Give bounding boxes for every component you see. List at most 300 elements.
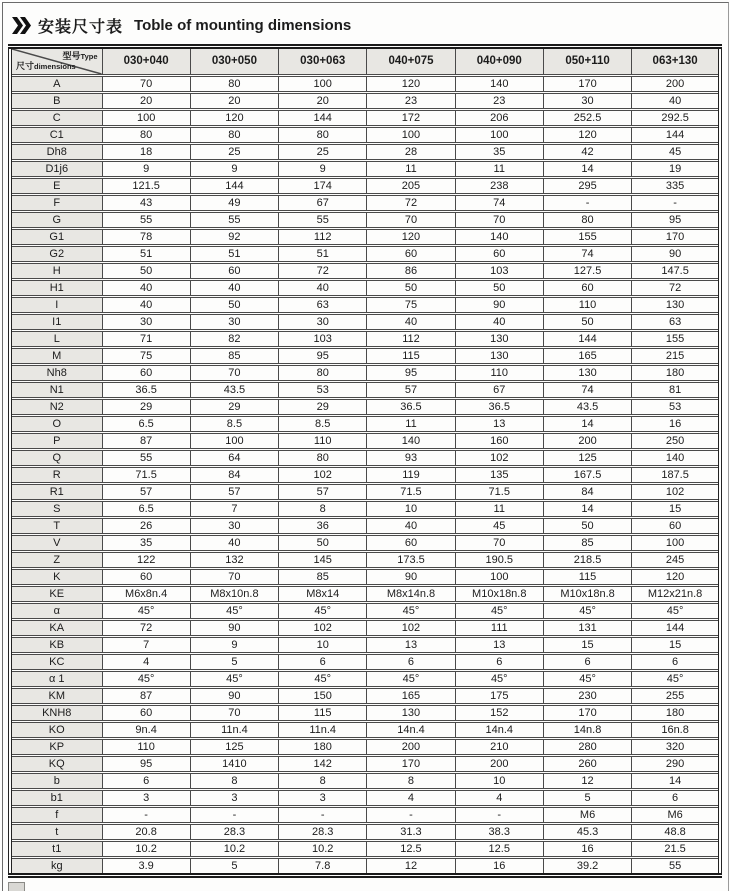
row-label: R1 bbox=[10, 484, 102, 501]
cell: 4 bbox=[455, 790, 543, 807]
cell: 130 bbox=[455, 348, 543, 365]
cell: 55 bbox=[102, 212, 190, 229]
row-label: H bbox=[10, 263, 102, 280]
cell: 4 bbox=[367, 790, 455, 807]
table-row bbox=[10, 399, 720, 416]
table-row bbox=[10, 654, 720, 671]
cell: 14 bbox=[632, 773, 720, 790]
cell: 12.5 bbox=[455, 841, 543, 858]
row-label: I1 bbox=[10, 314, 102, 331]
table-row bbox=[10, 195, 720, 212]
cell: 144 bbox=[543, 331, 631, 348]
cell: 23 bbox=[367, 93, 455, 110]
cell: 100 bbox=[190, 433, 278, 450]
cell: 55 bbox=[632, 858, 720, 876]
cell: 8 bbox=[279, 773, 367, 790]
cell: 45° bbox=[543, 671, 631, 688]
cell: 11n.4 bbox=[279, 722, 367, 739]
table-row bbox=[10, 671, 720, 688]
section-title bbox=[12, 12, 720, 38]
mounting-dimensions-table bbox=[8, 44, 722, 878]
cell: 290 bbox=[632, 756, 720, 773]
cell: 13 bbox=[455, 416, 543, 433]
cell: 45° bbox=[455, 671, 543, 688]
cell: 119 bbox=[367, 467, 455, 484]
cell: 102 bbox=[279, 467, 367, 484]
cell: 45° bbox=[102, 671, 190, 688]
cell: 80 bbox=[102, 127, 190, 144]
cell: 100 bbox=[632, 535, 720, 552]
row-label: G bbox=[10, 212, 102, 229]
row-label: α 1 bbox=[10, 671, 102, 688]
page-title-en: Toble of mounting dimensions bbox=[134, 16, 352, 34]
cell: 82 bbox=[190, 331, 278, 348]
cell: 45° bbox=[367, 671, 455, 688]
table-row bbox=[10, 263, 720, 280]
cell: 180 bbox=[279, 739, 367, 756]
cell: 130 bbox=[455, 331, 543, 348]
row-label: B bbox=[10, 93, 102, 110]
cell: 120 bbox=[543, 127, 631, 144]
cell: 3 bbox=[102, 790, 190, 807]
corner-dimensions-label: 尺寸dimensions bbox=[16, 61, 76, 71]
row-label: O bbox=[10, 416, 102, 433]
cell: 132 bbox=[190, 552, 278, 569]
row-label: Q bbox=[10, 450, 102, 467]
table-row bbox=[10, 416, 720, 433]
cell: 150 bbox=[279, 688, 367, 705]
cell: 144 bbox=[632, 127, 720, 144]
table-row bbox=[10, 450, 720, 467]
row-label: H1 bbox=[10, 280, 102, 297]
cell: 12 bbox=[367, 858, 455, 876]
cell: 70 bbox=[455, 535, 543, 552]
cell: 102 bbox=[367, 620, 455, 637]
cell: 175 bbox=[455, 688, 543, 705]
cell: 165 bbox=[367, 688, 455, 705]
cell: 74 bbox=[543, 246, 631, 263]
cell: 15 bbox=[632, 637, 720, 654]
cell: 14n.4 bbox=[455, 722, 543, 739]
cell: 29 bbox=[190, 399, 278, 416]
cell: 9 bbox=[102, 161, 190, 178]
column-header: 050+110 bbox=[543, 47, 631, 76]
cell: 29 bbox=[279, 399, 367, 416]
cell: 6.5 bbox=[102, 416, 190, 433]
cell: 45° bbox=[455, 603, 543, 620]
cell: 255 bbox=[632, 688, 720, 705]
cell: 60 bbox=[632, 518, 720, 535]
cell: 16 bbox=[632, 416, 720, 433]
cell: 71.5 bbox=[102, 467, 190, 484]
cell: M10x18n.8 bbox=[543, 586, 631, 603]
table-row bbox=[10, 314, 720, 331]
row-label: C1 bbox=[10, 127, 102, 144]
cell: 140 bbox=[632, 450, 720, 467]
cell: 71.5 bbox=[455, 484, 543, 501]
cell: 155 bbox=[632, 331, 720, 348]
row-label: M bbox=[10, 348, 102, 365]
cell: 51 bbox=[279, 246, 367, 263]
cell: 130 bbox=[632, 297, 720, 314]
cell: - bbox=[102, 807, 190, 824]
row-label: T bbox=[10, 518, 102, 535]
row-label: t1 bbox=[10, 841, 102, 858]
cell: 93 bbox=[367, 450, 455, 467]
cell: 250 bbox=[632, 433, 720, 450]
cell: 140 bbox=[455, 229, 543, 246]
row-label: b bbox=[10, 773, 102, 790]
cell: 43.5 bbox=[190, 382, 278, 399]
cell: 28.3 bbox=[279, 824, 367, 841]
cell: 3.9 bbox=[102, 858, 190, 876]
cell: 10 bbox=[455, 773, 543, 790]
row-label: KO bbox=[10, 722, 102, 739]
cell: 40 bbox=[102, 280, 190, 297]
cell: M12x21n.8 bbox=[632, 586, 720, 603]
cell: 28 bbox=[367, 144, 455, 161]
cell: 8.5 bbox=[190, 416, 278, 433]
cell: 8.5 bbox=[279, 416, 367, 433]
cell: 80 bbox=[279, 365, 367, 382]
cell: 50 bbox=[543, 314, 631, 331]
cell: 122 bbox=[102, 552, 190, 569]
cell: 80 bbox=[279, 127, 367, 144]
cell: 49 bbox=[190, 195, 278, 212]
cell: 38.3 bbox=[455, 824, 543, 841]
cell: 165 bbox=[543, 348, 631, 365]
table-row bbox=[10, 467, 720, 484]
cell: 200 bbox=[543, 433, 631, 450]
cell: 200 bbox=[367, 739, 455, 756]
cell: 295 bbox=[543, 178, 631, 195]
cell: 36.5 bbox=[455, 399, 543, 416]
table-row bbox=[10, 824, 720, 841]
cell: 60 bbox=[102, 569, 190, 586]
row-label: KP bbox=[10, 739, 102, 756]
cell: 80 bbox=[279, 450, 367, 467]
cell: 40 bbox=[190, 535, 278, 552]
row-label: G2 bbox=[10, 246, 102, 263]
row-label: C bbox=[10, 110, 102, 127]
cell: 205 bbox=[367, 178, 455, 195]
cell: 174 bbox=[279, 178, 367, 195]
cell: 90 bbox=[455, 297, 543, 314]
cell: 63 bbox=[279, 297, 367, 314]
cell: 14 bbox=[543, 501, 631, 518]
cell: 6 bbox=[543, 654, 631, 671]
cell: 100 bbox=[455, 127, 543, 144]
cell: 80 bbox=[543, 212, 631, 229]
cell: 173.5 bbox=[367, 552, 455, 569]
cell: 74 bbox=[455, 195, 543, 212]
cell: 127.5 bbox=[543, 263, 631, 280]
cell: 100 bbox=[367, 127, 455, 144]
corner-type-label: 型号Type bbox=[62, 51, 98, 61]
cell: 30 bbox=[190, 518, 278, 535]
cell: - bbox=[279, 807, 367, 824]
row-label: KNH8 bbox=[10, 705, 102, 722]
cell: 23 bbox=[455, 93, 543, 110]
row-label: N1 bbox=[10, 382, 102, 399]
cell: 16 bbox=[455, 858, 543, 876]
cell: 90 bbox=[190, 688, 278, 705]
cell: 103 bbox=[279, 331, 367, 348]
cell: 200 bbox=[632, 76, 720, 93]
cell: 95 bbox=[102, 756, 190, 773]
cell: 9 bbox=[279, 161, 367, 178]
table-row bbox=[10, 331, 720, 348]
cell: 57 bbox=[367, 382, 455, 399]
cell: 90 bbox=[367, 569, 455, 586]
cell: 170 bbox=[632, 229, 720, 246]
cell: 200 bbox=[455, 756, 543, 773]
cell: 210 bbox=[455, 739, 543, 756]
cell: 172 bbox=[367, 110, 455, 127]
cell: 28.3 bbox=[190, 824, 278, 841]
cell: 170 bbox=[543, 76, 631, 93]
table-row bbox=[10, 76, 720, 93]
cell: 40 bbox=[455, 314, 543, 331]
cell: 60 bbox=[190, 263, 278, 280]
cell: 71 bbox=[102, 331, 190, 348]
cell: 335 bbox=[632, 178, 720, 195]
cell: 10.2 bbox=[279, 841, 367, 858]
cell: 25 bbox=[190, 144, 278, 161]
cell: 19 bbox=[632, 161, 720, 178]
cell: 60 bbox=[455, 246, 543, 263]
table-row bbox=[10, 603, 720, 620]
cell: 102 bbox=[632, 484, 720, 501]
cell: 57 bbox=[190, 484, 278, 501]
cell: 7 bbox=[102, 637, 190, 654]
cell: 72 bbox=[102, 620, 190, 637]
cell: 84 bbox=[190, 467, 278, 484]
column-header: 030+050 bbox=[190, 47, 278, 76]
cell: 39.2 bbox=[543, 858, 631, 876]
next-section-marker-icon bbox=[8, 882, 25, 891]
cell: 9 bbox=[190, 637, 278, 654]
cell: 45° bbox=[279, 603, 367, 620]
cell: 45° bbox=[632, 671, 720, 688]
cell: 11 bbox=[367, 416, 455, 433]
cell: 230 bbox=[543, 688, 631, 705]
cell: 45° bbox=[190, 671, 278, 688]
cell: 142 bbox=[279, 756, 367, 773]
cell: 45 bbox=[455, 518, 543, 535]
table-row bbox=[10, 739, 720, 756]
cell: 48.8 bbox=[632, 824, 720, 841]
cell: 70 bbox=[190, 705, 278, 722]
cell: 9n.4 bbox=[102, 722, 190, 739]
table-row bbox=[10, 705, 720, 722]
cell: 11n.4 bbox=[190, 722, 278, 739]
cell: 51 bbox=[102, 246, 190, 263]
cell: 26 bbox=[102, 518, 190, 535]
cell: 35 bbox=[102, 535, 190, 552]
row-label: D1j6 bbox=[10, 161, 102, 178]
cell: 260 bbox=[543, 756, 631, 773]
cell: 6 bbox=[367, 654, 455, 671]
cell: 36 bbox=[279, 518, 367, 535]
table-row bbox=[10, 858, 720, 876]
cell: 15 bbox=[632, 501, 720, 518]
cell: 42 bbox=[543, 144, 631, 161]
cell: 170 bbox=[543, 705, 631, 722]
cell: - bbox=[543, 195, 631, 212]
table-row bbox=[10, 382, 720, 399]
cell: 85 bbox=[543, 535, 631, 552]
cell: 7.8 bbox=[279, 858, 367, 876]
cell: 115 bbox=[367, 348, 455, 365]
cell: 9 bbox=[190, 161, 278, 178]
table-row bbox=[10, 93, 720, 110]
cell: 5 bbox=[190, 654, 278, 671]
cell: 120 bbox=[367, 76, 455, 93]
cell: 3 bbox=[279, 790, 367, 807]
row-label: V bbox=[10, 535, 102, 552]
table-row bbox=[10, 535, 720, 552]
cell: 5 bbox=[543, 790, 631, 807]
cell: 45 bbox=[632, 144, 720, 161]
cell: 45.3 bbox=[543, 824, 631, 841]
table-row bbox=[10, 501, 720, 518]
cell: 206 bbox=[455, 110, 543, 127]
cell: 50 bbox=[455, 280, 543, 297]
row-label: P bbox=[10, 433, 102, 450]
cell: 152 bbox=[455, 705, 543, 722]
cell: 100 bbox=[455, 569, 543, 586]
cell: 13 bbox=[367, 637, 455, 654]
row-label: A bbox=[10, 76, 102, 93]
cell: 4 bbox=[102, 654, 190, 671]
column-header: 040+090 bbox=[455, 47, 543, 76]
cell: - bbox=[367, 807, 455, 824]
cell: 50 bbox=[102, 263, 190, 280]
cell: 170 bbox=[367, 756, 455, 773]
cell: 103 bbox=[455, 263, 543, 280]
table-row bbox=[10, 620, 720, 637]
cell: 12.5 bbox=[367, 841, 455, 858]
cell: 67 bbox=[455, 382, 543, 399]
cell: 67 bbox=[279, 195, 367, 212]
row-label: S bbox=[10, 501, 102, 518]
cell: 110 bbox=[543, 297, 631, 314]
cell: 30 bbox=[279, 314, 367, 331]
cell: 6 bbox=[632, 790, 720, 807]
row-label: Dh8 bbox=[10, 144, 102, 161]
cell: 14 bbox=[543, 161, 631, 178]
corner-header-cell bbox=[10, 47, 102, 76]
cell: 167.5 bbox=[543, 467, 631, 484]
cell: 110 bbox=[102, 739, 190, 756]
cell: M8x10n.8 bbox=[190, 586, 278, 603]
cell: 50 bbox=[543, 518, 631, 535]
cell: 160 bbox=[455, 433, 543, 450]
table-row bbox=[10, 722, 720, 739]
cell: 120 bbox=[190, 110, 278, 127]
cell: 100 bbox=[102, 110, 190, 127]
page-title-zh: 安装尺寸表 bbox=[38, 18, 124, 36]
cell: 87 bbox=[102, 433, 190, 450]
cell: 180 bbox=[632, 705, 720, 722]
table-row bbox=[10, 110, 720, 127]
table-row bbox=[10, 637, 720, 654]
table-row bbox=[10, 212, 720, 229]
cell: 70 bbox=[190, 365, 278, 382]
cell: 21.5 bbox=[632, 841, 720, 858]
table-row bbox=[10, 807, 720, 824]
table-row bbox=[10, 773, 720, 790]
cell: 95 bbox=[632, 212, 720, 229]
column-header: 040+075 bbox=[367, 47, 455, 76]
table-row bbox=[10, 280, 720, 297]
cell: 53 bbox=[632, 399, 720, 416]
cell: 135 bbox=[455, 467, 543, 484]
cell: 190.5 bbox=[455, 552, 543, 569]
cell: 5 bbox=[190, 858, 278, 876]
cell: 60 bbox=[367, 535, 455, 552]
row-label: Nh8 bbox=[10, 365, 102, 382]
row-label: α bbox=[10, 603, 102, 620]
row-label: F bbox=[10, 195, 102, 212]
cell: 121.5 bbox=[102, 178, 190, 195]
cell: 72 bbox=[279, 263, 367, 280]
cell: 11 bbox=[367, 161, 455, 178]
cell: 70 bbox=[367, 212, 455, 229]
table-row bbox=[10, 229, 720, 246]
cell: 8 bbox=[367, 773, 455, 790]
cell: M6 bbox=[543, 807, 631, 824]
cell: 45° bbox=[632, 603, 720, 620]
cell: 50 bbox=[367, 280, 455, 297]
cell: 81 bbox=[632, 382, 720, 399]
cell: 55 bbox=[102, 450, 190, 467]
table-row bbox=[10, 433, 720, 450]
cell: 115 bbox=[543, 569, 631, 586]
cell: 90 bbox=[190, 620, 278, 637]
cell: 12 bbox=[543, 773, 631, 790]
cell: 43 bbox=[102, 195, 190, 212]
cell: 72 bbox=[632, 280, 720, 297]
cell: 57 bbox=[102, 484, 190, 501]
row-label: b1 bbox=[10, 790, 102, 807]
table-row bbox=[10, 127, 720, 144]
cell: 13 bbox=[455, 637, 543, 654]
row-label: t bbox=[10, 824, 102, 841]
table-row bbox=[10, 518, 720, 535]
cell: 14 bbox=[543, 416, 631, 433]
table-row bbox=[10, 161, 720, 178]
cell: 280 bbox=[543, 739, 631, 756]
cell: 35 bbox=[455, 144, 543, 161]
cell: 90 bbox=[632, 246, 720, 263]
cell: 36.5 bbox=[102, 382, 190, 399]
row-label: K bbox=[10, 569, 102, 586]
cell: 45° bbox=[102, 603, 190, 620]
row-label: KE bbox=[10, 586, 102, 603]
cell: 75 bbox=[367, 297, 455, 314]
cell: 10.2 bbox=[102, 841, 190, 858]
cell: 45° bbox=[190, 603, 278, 620]
cell: 100 bbox=[279, 76, 367, 93]
table-row bbox=[10, 246, 720, 263]
table-row bbox=[10, 552, 720, 569]
cell: 102 bbox=[455, 450, 543, 467]
cell: 40 bbox=[102, 297, 190, 314]
cell: 144 bbox=[279, 110, 367, 127]
cell: 60 bbox=[543, 280, 631, 297]
